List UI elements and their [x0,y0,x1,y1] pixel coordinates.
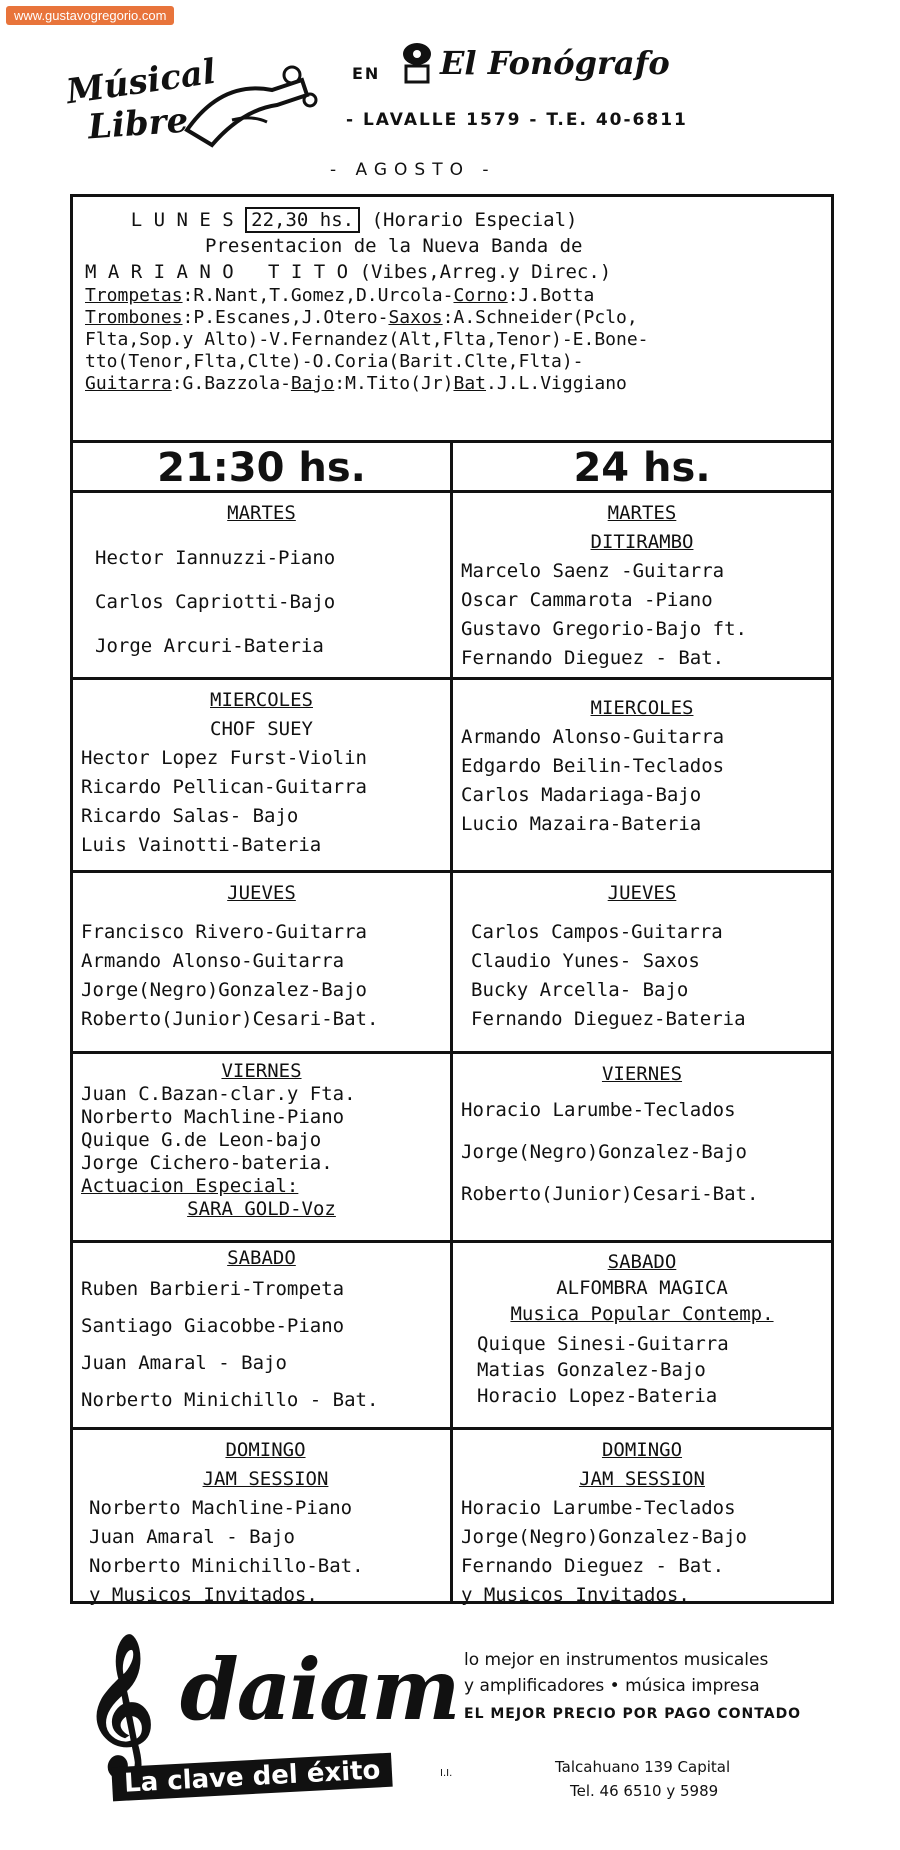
miercoles-left [73,680,450,870]
list-item: Hector Lopez Furst-Violin [81,747,367,769]
list-item: Juan Amaral - Bajo [81,1352,287,1374]
list-item: Fernando Dieguez - Bat. [461,1555,725,1577]
lunes-day: L U N E S [130,209,234,231]
list-item: Roberto(Junior)Cesari-Bat. [81,1008,379,1030]
domingo-left-group: JAM SESSION [202,1468,329,1490]
sabado-right-group: ALFOMBRA MAGICA [556,1277,728,1299]
list-item: Carlos Campos-Guitarra [471,921,723,943]
lunes-bat: .J.L.Viggiano [486,373,627,394]
list-item: Ricardo Salas- Bajo [81,805,299,827]
list-item: Ruben Barbieri-Trompeta [81,1278,345,1300]
venue-name: El Fonógrafo [440,44,670,82]
list-item: Juan Amaral - Bajo [89,1526,295,1548]
martes-left [73,493,450,677]
lunes-note: (Horario Especial) [371,209,578,231]
venue-address: - LAVALLE 1579 - T.E. 40-6811 [346,110,688,130]
domingo-right-day: DOMINGO [601,1439,683,1461]
list-item: Francisco Rivero-Guitarra [81,921,367,943]
list-item: Bucky Arcella- Bajo [471,979,689,1001]
list-item: Jorge(Negro)Gonzalez-Bajo [461,1141,747,1163]
jueves-right [453,873,831,1051]
list-item: Juan C.Bazan-clar.y Fta. [81,1083,356,1105]
list-item: Jorge Arcuri-Bateria [95,635,324,657]
sabado-right [453,1243,831,1427]
list-item: Matias Gonzalez-Bajo [477,1359,706,1381]
miercoles-left-group: CHOF SUEY [210,718,313,740]
sabado-left-day: SABADO [227,1247,296,1269]
list-item: Lucio Mazaira-Bateria [461,813,702,835]
list-item: Jorge(Negro)Gonzalez-Bajo [461,1526,747,1548]
lunes-block [73,197,831,443]
lunes-time: 22,30 hs. [245,207,360,233]
list-item: Horacio Larumbe-Teclados [461,1099,736,1121]
ad-line1: lo mejor en instrumentos musicales [464,1650,769,1670]
lunes-trompetas-label: Trompetas [85,285,183,306]
list-item: Hector Iannuzzi-Piano [95,547,336,569]
miercoles-right-day: MIERCOLES [590,697,694,719]
logo-line2: Libre [86,100,190,148]
list-item: Ricardo Pellican-Guitarra [81,776,367,798]
list-item: Armando Alonso-Guitarra [461,726,725,748]
special-performance-label: Actuacion Especial: [81,1175,299,1197]
guests-line [461,1581,823,1610]
list-item: Quique G.de Leon-bajo [81,1129,322,1151]
list-item: Carlos Capriotti-Bajo [95,591,336,613]
daiam-logo [70,1632,459,1820]
list-item: Fernando Dieguez-Bateria [471,1008,746,1030]
trumpet-icon [182,60,322,150]
logo-line1: Músical [63,51,219,113]
list-item: Carlos Madariaga-Bajo [461,784,702,806]
special-guest: SARA GOLD-Voz [187,1198,336,1220]
domingo-left-day: DOMINGO [225,1439,306,1461]
schedule-table [70,194,834,1604]
lunes-line3 [85,259,819,285]
lunes-bajo: :M.Tito(Jr) [334,373,454,394]
column-header-24: 24 hs. [453,443,831,493]
list-item: Horacio Larumbe-Teclados [461,1497,736,1519]
daiam-brand: daiam [180,1640,459,1739]
lunes-corno-label: Corno [453,285,508,306]
domingo-right [453,1430,831,1606]
guests-line [89,1581,442,1610]
sabado-right-subgroup: Musica Popular Contemp. [510,1303,774,1325]
guests-label: Musicos Invitados. [483,1584,690,1606]
list-item: Edgardo Beilin-Teclados [461,755,725,777]
daiam-slogan: La clave del éxito [111,1753,393,1802]
treble-clef-icon: 𝄞 [84,1632,155,1773]
list-item: Norberto Machline-Piano [81,1106,345,1128]
viernes-right-day: VIERNES [601,1063,683,1085]
ad-line3: EL MEJOR PRECIO POR PAGO CONTADO [464,1706,802,1722]
lunes-bajo-label: Bajo [290,373,335,394]
list-item: Santiago Giacobbe-Piano [81,1315,345,1337]
list-item: Norberto Minichillo - Bat. [81,1389,379,1411]
martes-left-day: MARTES [227,502,296,524]
lunes-guitarra: :G.Bazzola- [171,373,291,394]
martes-right-group: DITIRAMBO [590,531,694,553]
list-item: Jorge(Negro)Gonzalez-Bajo [81,979,367,1001]
martes-right-day: MARTES [607,502,677,524]
lunes-guitarra-label: Guitarra [85,373,172,394]
sabado-left [73,1243,450,1427]
lunes-bandleader: M A R I A N O T I T O [85,261,349,283]
lunes-line5 [85,307,819,329]
list-item: Armando Alonso-Guitarra [81,950,345,972]
ad-line2: y amplificadores • música impresa [464,1676,760,1696]
ad-address: Talcahuano 139 Capital [555,1758,731,1776]
lunes-saxos: :A.Schneider(Pclo, [442,307,638,328]
list-item: Quique Sinesi-Guitarra [477,1333,729,1355]
lunes-bandleader-note: (Vibes,Arreg.y Direc.) [359,261,612,283]
lunes-line6: Flta,Sop.y Alto)-V.Fernandez(Alt,Flta,Tenor)-E.Bone- [85,329,649,350]
viernes-left-day: VIERNES [221,1060,302,1082]
lunes-trombones: :P.Escanes,J.Otero- [182,307,389,328]
watermark: www.gustavogregorio.com [6,6,174,25]
ad-phone: Tel. 46 6510 y 5989 [570,1782,719,1800]
guests-prefix: y [89,1584,112,1606]
jueves-right-day: JUEVES [607,882,677,904]
lunes-corno: :J.Botta [507,285,595,306]
sabado-right-day: SABADO [607,1251,677,1273]
list-item: Gustavo Gregorio-Bajo ft. [461,618,747,640]
jueves-left [73,873,450,1051]
lunes-line4 [85,285,819,307]
column-header-2130: 21:30 hs. [73,443,450,493]
list-item: Roberto(Junior)Cesari-Bat. [461,1183,759,1205]
month-label: - AGOSTO - [330,160,496,180]
lunes-line8 [85,373,819,395]
list-item: Luis Vainotti-Bateria [81,834,322,856]
martes-right [453,493,831,677]
jueves-left-day: JUEVES [227,882,296,904]
guests-prefix: y [461,1584,484,1606]
miercoles-right [453,680,831,870]
lunes-line2: Presentacion de la Nueva Banda de [205,235,583,257]
musica-libre-logo [62,51,322,156]
list-item: Marcelo Saenz -Guitarra [461,560,725,582]
list-item: Norberto Machline-Piano [89,1497,353,1519]
viernes-left [73,1054,450,1240]
gramophone-icon [398,40,436,86]
list-item: Horacio Lopez-Bateria [477,1385,718,1407]
trademark-mark: I.I. [440,1768,453,1779]
list-item: Fernando Dieguez - Bat. [461,647,725,669]
domingo-left [73,1430,450,1606]
list-item: Claudio Yunes- Saxos [471,950,700,972]
list-item: Oscar Cammarota -Piano [461,589,713,611]
lunes-trombones-label: Trombones [85,307,183,328]
miercoles-left-day: MIERCOLES [210,689,313,711]
lunes-saxos-label: Saxos [388,307,443,328]
lunes-trompetas: :R.Nant,T.Gomez,D.Urcola- [182,285,454,306]
lunes-line7: tto(Tenor,Flta,Clte)-O.Coria(Barit.Clte,Flta)- [85,351,584,372]
lunes-heading [85,207,819,233]
lunes-bat-label: Bat [453,373,487,394]
en-label: EN [352,64,381,83]
viernes-right [453,1054,831,1240]
guests-label: Musicos Invitados. [111,1584,318,1606]
list-item: Norberto Minichillo-Bat. [89,1555,364,1577]
domingo-right-group: JAM SESSION [579,1468,705,1490]
list-item: Jorge Cichero-bateria. [81,1152,333,1174]
